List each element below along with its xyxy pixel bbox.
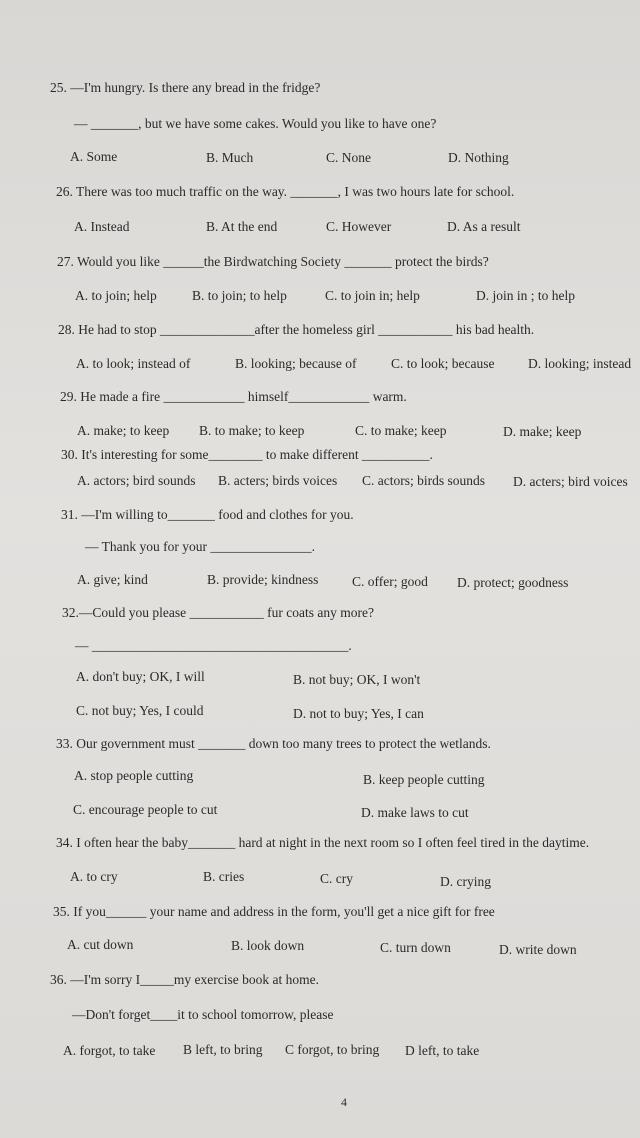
q25-stem: 25. —I'm hungry. Is there any bread in the fridge? <box>50 80 321 95</box>
q33-stem: 33. Our government must _______ down too many trees to protect the wetlands. <box>56 736 491 751</box>
q34-option-a: A. to cry <box>70 869 118 884</box>
q35-option-d: D. write down <box>499 942 577 957</box>
q33-option-b: B. keep people cutting <box>363 772 485 787</box>
q31-option-b: B. provide; kindness <box>207 572 319 587</box>
q25-option-c: C. None <box>326 150 371 165</box>
q32-reply: — ______________________________________. <box>75 638 352 653</box>
q27-option-a: A. to join; help <box>75 288 157 303</box>
q31-option-c: C. offer; good <box>352 574 428 589</box>
q29-option-a: A. make; to keep <box>77 423 170 438</box>
q27-option-b: B. to join; to help <box>192 288 287 303</box>
q32-stem: 32.—Could you please ___________ fur coats any more? <box>62 605 374 620</box>
q31-reply: — Thank you for your _______________. <box>85 539 315 554</box>
q36-option-d: D left, to take <box>405 1043 480 1058</box>
page-number: 4 <box>341 1095 347 1109</box>
q34-stem: 34. I often hear the baby_______ hard at night in the next room so I often feel tired in the daytime. <box>56 835 590 850</box>
q26-option-c: C. However <box>326 219 392 234</box>
q35-stem: 35. If you______ your name and address in the form, you'll get a nice gift for free <box>53 904 495 919</box>
q31-option-d: D. protect; goodness <box>457 575 569 590</box>
q30-option-c: C. actors; birds sounds <box>362 473 485 488</box>
q35-option-a: A. cut down <box>67 937 134 952</box>
q28-option-b: B. looking; because of <box>235 356 357 371</box>
q27-option-c: C. to join in; help <box>325 288 420 303</box>
q25-option-d: D. Nothing <box>448 150 509 165</box>
q32-option-b: B. not buy; OK, I won't <box>293 672 421 687</box>
q26-option-d: D. As a result <box>447 219 521 234</box>
q32-option-a: A. don't buy; OK, I will <box>76 669 205 684</box>
q31-option-a: A. give; kind <box>77 572 148 587</box>
q29-option-c: C. to make; keep <box>355 423 447 438</box>
q36-option-a: A. forgot, to take <box>63 1043 156 1058</box>
q30-stem: 30. It's interesting for some________ to make different __________. <box>61 447 433 462</box>
q28-option-d: D. looking; instead <box>528 356 632 371</box>
q26-stem: 26. There was too much traffic on the way. _______, I was two hours late for school. <box>56 184 515 199</box>
q29-option-b: B. to make; to keep <box>199 423 305 438</box>
q25-option-a: A. Some <box>70 149 118 164</box>
q27-stem: 27. Would you like ______the Birdwatching Society _______ protect the birds? <box>57 254 489 269</box>
q28-option-c: C. to look; because <box>391 356 495 371</box>
q30-option-b: B. acters; birds voices <box>218 473 338 488</box>
q27-option-d: D. join in ; to help <box>476 288 575 303</box>
q34-option-d: D. crying <box>440 874 491 889</box>
q36-reply: —Don't forget____it to school tomorrow, please <box>72 1007 334 1022</box>
q33-option-c: C. encourage people to cut <box>73 802 218 817</box>
q29-option-d: D. make; keep <box>503 424 582 439</box>
q35-option-c: C. turn down <box>380 940 451 955</box>
q26-option-a: A. Instead <box>74 219 130 234</box>
q30-option-a: A. actors; bird sounds <box>77 473 196 488</box>
q34-option-b: B. cries <box>203 869 245 884</box>
q25-reply: — _______, but we have some cakes. Would you like to have one? <box>74 116 437 131</box>
q28-option-a: A. to look; instead of <box>76 356 191 371</box>
q28-stem: 28. He had to stop ______________after the homeless girl ___________ his bad health. <box>58 322 535 337</box>
q32-option-c: C. not buy; Yes, I could <box>76 703 204 718</box>
q31-stem: 31. —I'm willing to_______ food and clothes for you. <box>61 507 354 522</box>
q35-option-b: B. look down <box>231 938 305 953</box>
q36-option-b: B left, to bring <box>183 1042 263 1057</box>
q26-option-b: B. At the end <box>206 219 278 234</box>
q33-option-a: A. stop people cutting <box>74 768 194 783</box>
q34-option-c: C. cry <box>320 871 353 886</box>
q29-stem: 29. He made a fire ____________ himself____________ warm. <box>60 389 407 404</box>
q36-option-c: C forgot, to bring <box>285 1042 380 1057</box>
q33-option-d: D. make laws to cut <box>361 805 469 820</box>
q32-option-d: D. not to buy; Yes, I can <box>293 706 424 721</box>
q36-stem: 36. —I'm sorry I_____my exercise book at home. <box>50 972 319 987</box>
q25-option-b: B. Much <box>206 150 254 165</box>
q30-option-d: D. acters; bird voices <box>513 474 628 489</box>
